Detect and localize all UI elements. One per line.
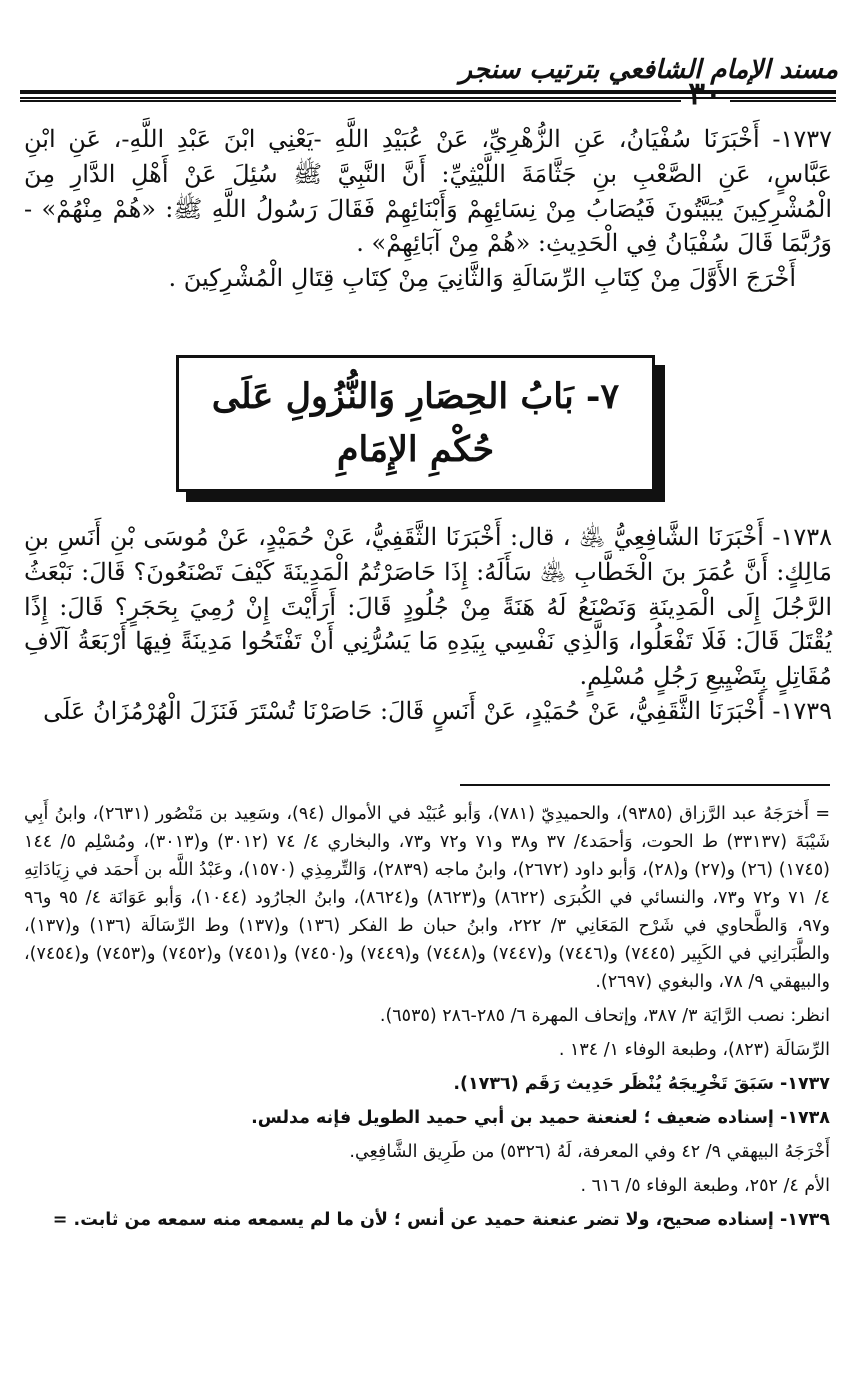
footnote-1738-source: أَخْرَجَهُ البيهقي ٩/ ٤٢ وفي المعرفة، لَهُ (٥٣٢٦) من طَرِيق الشَّافِعِي. [349,1142,830,1162]
footnote-rule [460,784,830,786]
hadith-1738-block [24,520,832,729]
footnote-1737: ١٧٣٧- سَبَقَ تَخْرِيجَهُ يُنْظَر حَدِيث رَقَم (١٧٣٦). [453,1074,830,1094]
footnote-1739: ١٧٣٩- إسناده صحيح، ولا تضر عنعنة حميد عن أنس ؛ لأن ما لم يسمعه منه سمعه من ثابت. = [52,1210,830,1230]
page-number-rule-right [730,100,836,102]
hadith-1737-block [24,122,832,296]
footnote-takhrij: = أَخرَجَهُ عبد الرَّزاق (٩٣٨٥)، والحميدِيّ (٧٨١)، وَأبو عُبَيْد في الأموال (٩٤)، وسَعِيد بن مَنْصُور (٢٦٣١)، وابنُ أَبِي شَيْبَةَ (٣٣١٣٧) ط الحوت، وَأحمَد٤/ ٣٧ و٣٨ و٧١ و٧٢ و٧٣، والبخاري ٤/ ٧٤ (٣٠١٢) و(٣٠١٣)، ومُسْلِم ٥/ ١٤٤ (١٧٤٥) (٢٦) و(٢٧) و(٢٨)، وَأبو داود (٢٦٧٢)، وابنُ ماجه (٢٨٣٩)، وَالتِّرمِذِي (١٥٧٠)، وعَبْدُ اللَّه بن أَحمَد في زِيَادَاتِهِ ٤/ ٧١ و٧٢ و٧٣، والنسائي في الكُبرَى (٨٦٢٢) و(٨٦٢٣) و(٨٦٢٤)، وابنُ الجارُود (١٠٤٤)، وَأبو عَوَانَة ٤/ ٩٥ و٩٦ و٩٧، وَالطَّحاوي في شَرْح المَعَانِي ٣/ ٢٢٢، وابنُ حبان ط الفكر (١٣٦) و(١٣٧) وط الرِّسَالَة (١٣٦) و(١٣٧)، والطَّبَرانِي في الكَبِير (٧٤٤٥) و(٧٤٤٦) و(٧٤٤٧) و(٧٤٤٨) و(٧٤٤٩) و(٧٤٥٠) و(٧٤٥١) و(٧٤٥٢) و(٧٤٥٣) و(٧٤٥٤)، والبيهقي ٩/ ٧٨، والبغوي (٢٦٩٧). [24,804,831,992]
page-number-rule-left [20,100,681,102]
hadith-1739-text: ١٧٣٩- أَخْبَرَنَا الثَّقَفِيُّ، عَنْ حُمَيْدٍ، عَنْ أَنَسٍ قَالَ: حَاصَرْنَا تُسْتَرَ فَنَزَلَ الْهُرْمُزَانُ عَلَى [43,696,832,725]
page-number: ٣٠ [688,76,722,112]
hadith-1737-note: أَخْرَجَ الأَوَّلَ مِنْ كِتَابِ الرِّسَالَةِ وَالثَّانِيَ مِنْ كِتَابِ قِتَالِ الْمُشْرِكِينَ . [168,264,796,293]
running-title: مسند الإمام الشافعي بترتيب سنجر [459,55,838,85]
chapter-heading-box [176,355,655,492]
hadith-1738-text: ١٧٣٨- أَخْبَرَنَا الشَّافِعِيُّ ﵁ ، قال: أَخْبَرَنَا الثَّقَفِيُّ، عَنْ حُمَيْدٍ، عَنْ مُوسَى بْنِ أَنَسِ بنِ مَالِكٍ: أَنَّ عُمَرَ بنَ الْخَطَّابِ ﵁ سَأَلَهُ: إِذَا حَاصَرْتُمُ الْمَدِينَةَ كَيْفَ تَصْنَعُونَ؟ قَالَ: نَبْعَثُ الرَّجُلَ إِلَى الْمَدِينَةِ وَنَصْنَعُ لَهُ هَنَةً مِنْ جُلُودٍ قَالَ: أَرَأَيْتَ إِنْ رُمِيَ بِحَجَرٍ؟ قَالَ: إِذًا يُقْتَلَ قَالَ: فَلَا تَفْعَلُوا، وَالَّذِي نَفْسِي بِيَدِهِ مَا يَسُرُّنِي أَنْ تَفْتَحُوا مَدِينَةً فِيهَا أَرْبَعَةُ آلَافِ مُقَاتِلٍ بِتَضْيِيعِ رَجُلٍ مُسْلِمٍ. [24,523,832,691]
footnote-1738-umm: الأم ٤/ ٢٥٢، وطبعة الوفاء ٥/ ٦١٦ . [580,1176,830,1196]
hadith-1737-text: ١٧٣٧- أَخْبَرَنَا سُفْيَانُ، عَنِ الزُّهْرِيِّ، عَنْ عُبَيْدِ اللَّهِ -يَعْنِي ابْنَ عَبْدِ اللَّهِ-، عَنِ ابْنِ عَبَّاسٍ، عَنِ الصَّعْبِ بنِ جَثَّامَةَ اللَّيْثِيِّ: أَنَّ النَّبِيَّ ﷺ سُئِلَ عَنْ أَهْلِ الدَّارِ مِنَ الْمُشْرِكِينَ يُبَيَّتُونَ فَيُصَابُ مِنْ نِسَائِهِمْ وَأَبْنَائِهِمْ فَقَالَ رَسُولُ اللَّهِ ﷺ: «هُمْ مِنْهُمْ» - وَرُبَّمَا قَالَ سُفْيَانُ فِي الْحَدِيثِ: «هُمْ مِنْ آبَائِهِمْ» . [24,125,833,258]
chapter-title: ٧- بَابُ الحِصَارِ وَالنُّزُولِ عَلَى حُكْمِ الإِمَامِ [211,376,620,470]
footnote-1738: ١٧٣٨- إسناده ضعيف ؛ لعنعنة حميد بن أبي حميد الطويل فإنه مدلس. [251,1108,830,1128]
footnote-risala: الرِّسَالَة (٨٢٣)، وطبعة الوفاء ١/ ١٣٤ . [558,1040,830,1060]
footnote-see-also: انظر: نصب الرَّايَة ٣/ ٣٨٧، وإتحاف المهرة ٦/ ٢٨٥-٢٨٦ (٦٥٣٥). [379,1006,830,1026]
footnotes [24,800,830,1240]
